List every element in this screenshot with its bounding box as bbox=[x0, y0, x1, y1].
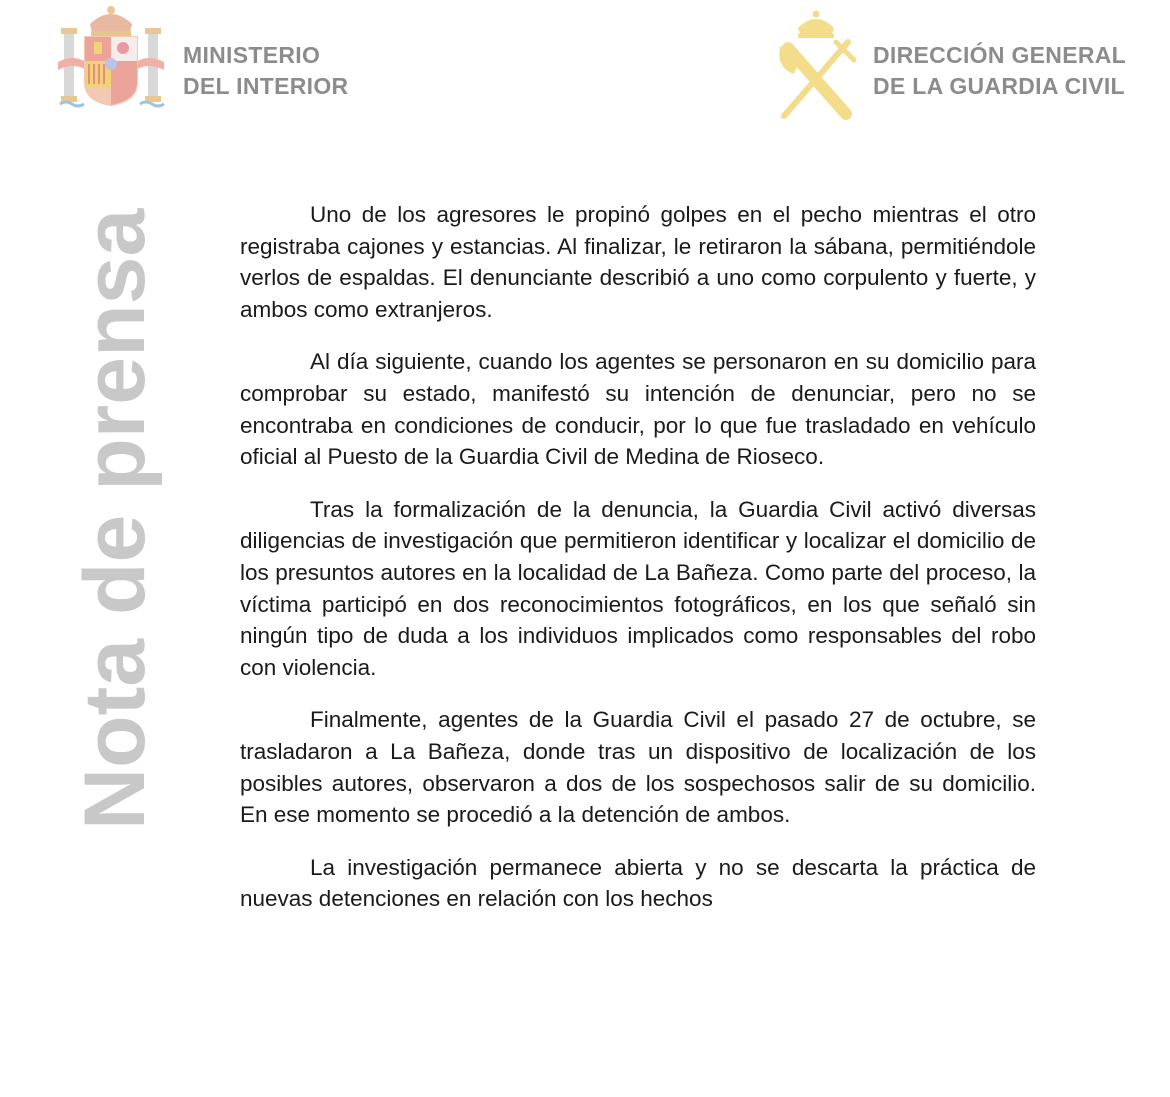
body-paragraph: Finalmente, agentes de la Guardia Civil el pasado 27 de octubre, se trasladaron a La Bañeza, donde tras un dispositivo de localización de los posibles autores, observaron a dos de los sospechosos salir de su domicilio. En ese momento se procedió a la detención de ambos. bbox=[240, 707, 1036, 828]
body-paragraph: Tras la formalización de la denuncia, la Guardia Civil activó diversas diligencias de investigación que permitieron identificar y localizar el domicilio de los presuntos autores en la localidad de La Bañeza. Como parte del proceso, la víctima participó en dos reconocimientos fotográficos, en los que señaló sin ningún tipo de duda a los individuos implicados como responsables del robo con violencia. bbox=[240, 496, 1036, 680]
guardia-civil-emblem-icon bbox=[774, 8, 858, 120]
body-paragraph: Al día siguiente, cuando los agentes se personaron en su domicilio para comprobar su estado, manifestó su intención de denunciar, pero no se encontraba en condiciones de conducir, por lo que fue trasladado en vehículo oficial al Puesto de la Guardia Civil de Medina de Rioseco. bbox=[240, 349, 1036, 470]
body-paragraph: Uno de los agresores le propinó golpes en el pecho mientras el otro registraba cajones y estancias. Al finalizar, le retiraron la sábana, permitiéndole verlos de espaldas. El denunciante describió a uno como corpulento y fuerte, y ambos como extranjeros. bbox=[240, 202, 1036, 322]
guardia-civil-name-line2: DE LA GUARDIA CIVIL bbox=[873, 73, 1125, 99]
press-release-side-label: Nota de prensa bbox=[67, 208, 163, 830]
ministry-header bbox=[52, 0, 392, 112]
body-paragraph: La investigación permanece abierta y no se descarta la práctica de nuevas detenciones en relación con los hechos bbox=[240, 854, 1036, 912]
ministry-name-line1: MINISTERIO bbox=[183, 42, 321, 68]
ministry-name-line2: DEL INTERIOR bbox=[183, 73, 349, 99]
spain-coat-of-arms-icon bbox=[56, 2, 166, 110]
guardia-civil-header bbox=[770, 0, 1150, 125]
guardia-civil-name-line1: DIRECCIÓN GENERAL bbox=[873, 42, 1127, 68]
press-release-body bbox=[240, 199, 1036, 936]
